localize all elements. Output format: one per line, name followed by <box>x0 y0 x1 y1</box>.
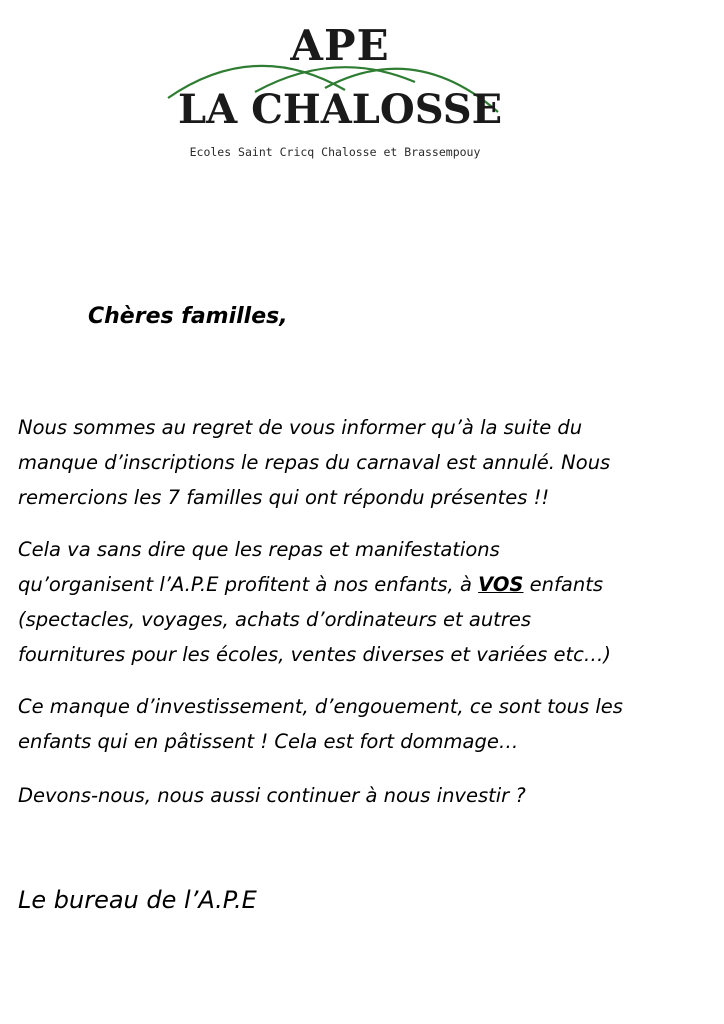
paragraph-line: Nous sommes au regret de vous informer qu’à la suite du <box>18 416 583 439</box>
paragraph-line: Cela va sans dire que les repas et manifestations <box>18 538 500 561</box>
logo-name: LA CHALOSSE <box>178 86 503 133</box>
paragraph-benefits <box>18 532 708 672</box>
text-segment: enfants <box>523 573 604 596</box>
emphasis-vos: VOS <box>478 573 524 596</box>
paragraph-line <box>18 567 708 602</box>
paragraph-cancellation <box>18 410 708 515</box>
paragraph-line: (spectacles, voyages, achats d’ordinateurs et autres <box>18 608 531 631</box>
paragraph-line: remercions les 7 familles qui ont répondu présentes !! <box>18 486 550 509</box>
ape-logo <box>160 20 510 170</box>
paragraph-line: enfants qui en pâtissent ! Cela est fort dommage… <box>18 730 519 753</box>
logo-acronym: APE <box>290 21 390 70</box>
paragraph-line: manque d’inscriptions le repas du carnaval est annulé. Nous <box>18 451 611 474</box>
paragraph-line: fournitures pour les écoles, ventes diverses et variées etc…) <box>18 643 611 666</box>
paragraph-line: Ce manque d’investissement, d’engouement, ce sont tous les <box>18 695 623 718</box>
logo-subtitle: Ecoles Saint Cricq Chalosse et Brassempouy <box>189 145 481 159</box>
letter-signature: Le bureau de l’A.P.E <box>18 886 257 914</box>
text-segment: qu’organisent l’A.P.E profitent à nos enfants, à <box>18 573 479 596</box>
paragraph-regret <box>18 689 708 759</box>
paragraph-line: Devons-nous, nous aussi continuer à nous investir ? <box>18 784 526 807</box>
paragraph-question <box>18 778 708 813</box>
letter-greeting: Chères familles, <box>88 304 288 329</box>
